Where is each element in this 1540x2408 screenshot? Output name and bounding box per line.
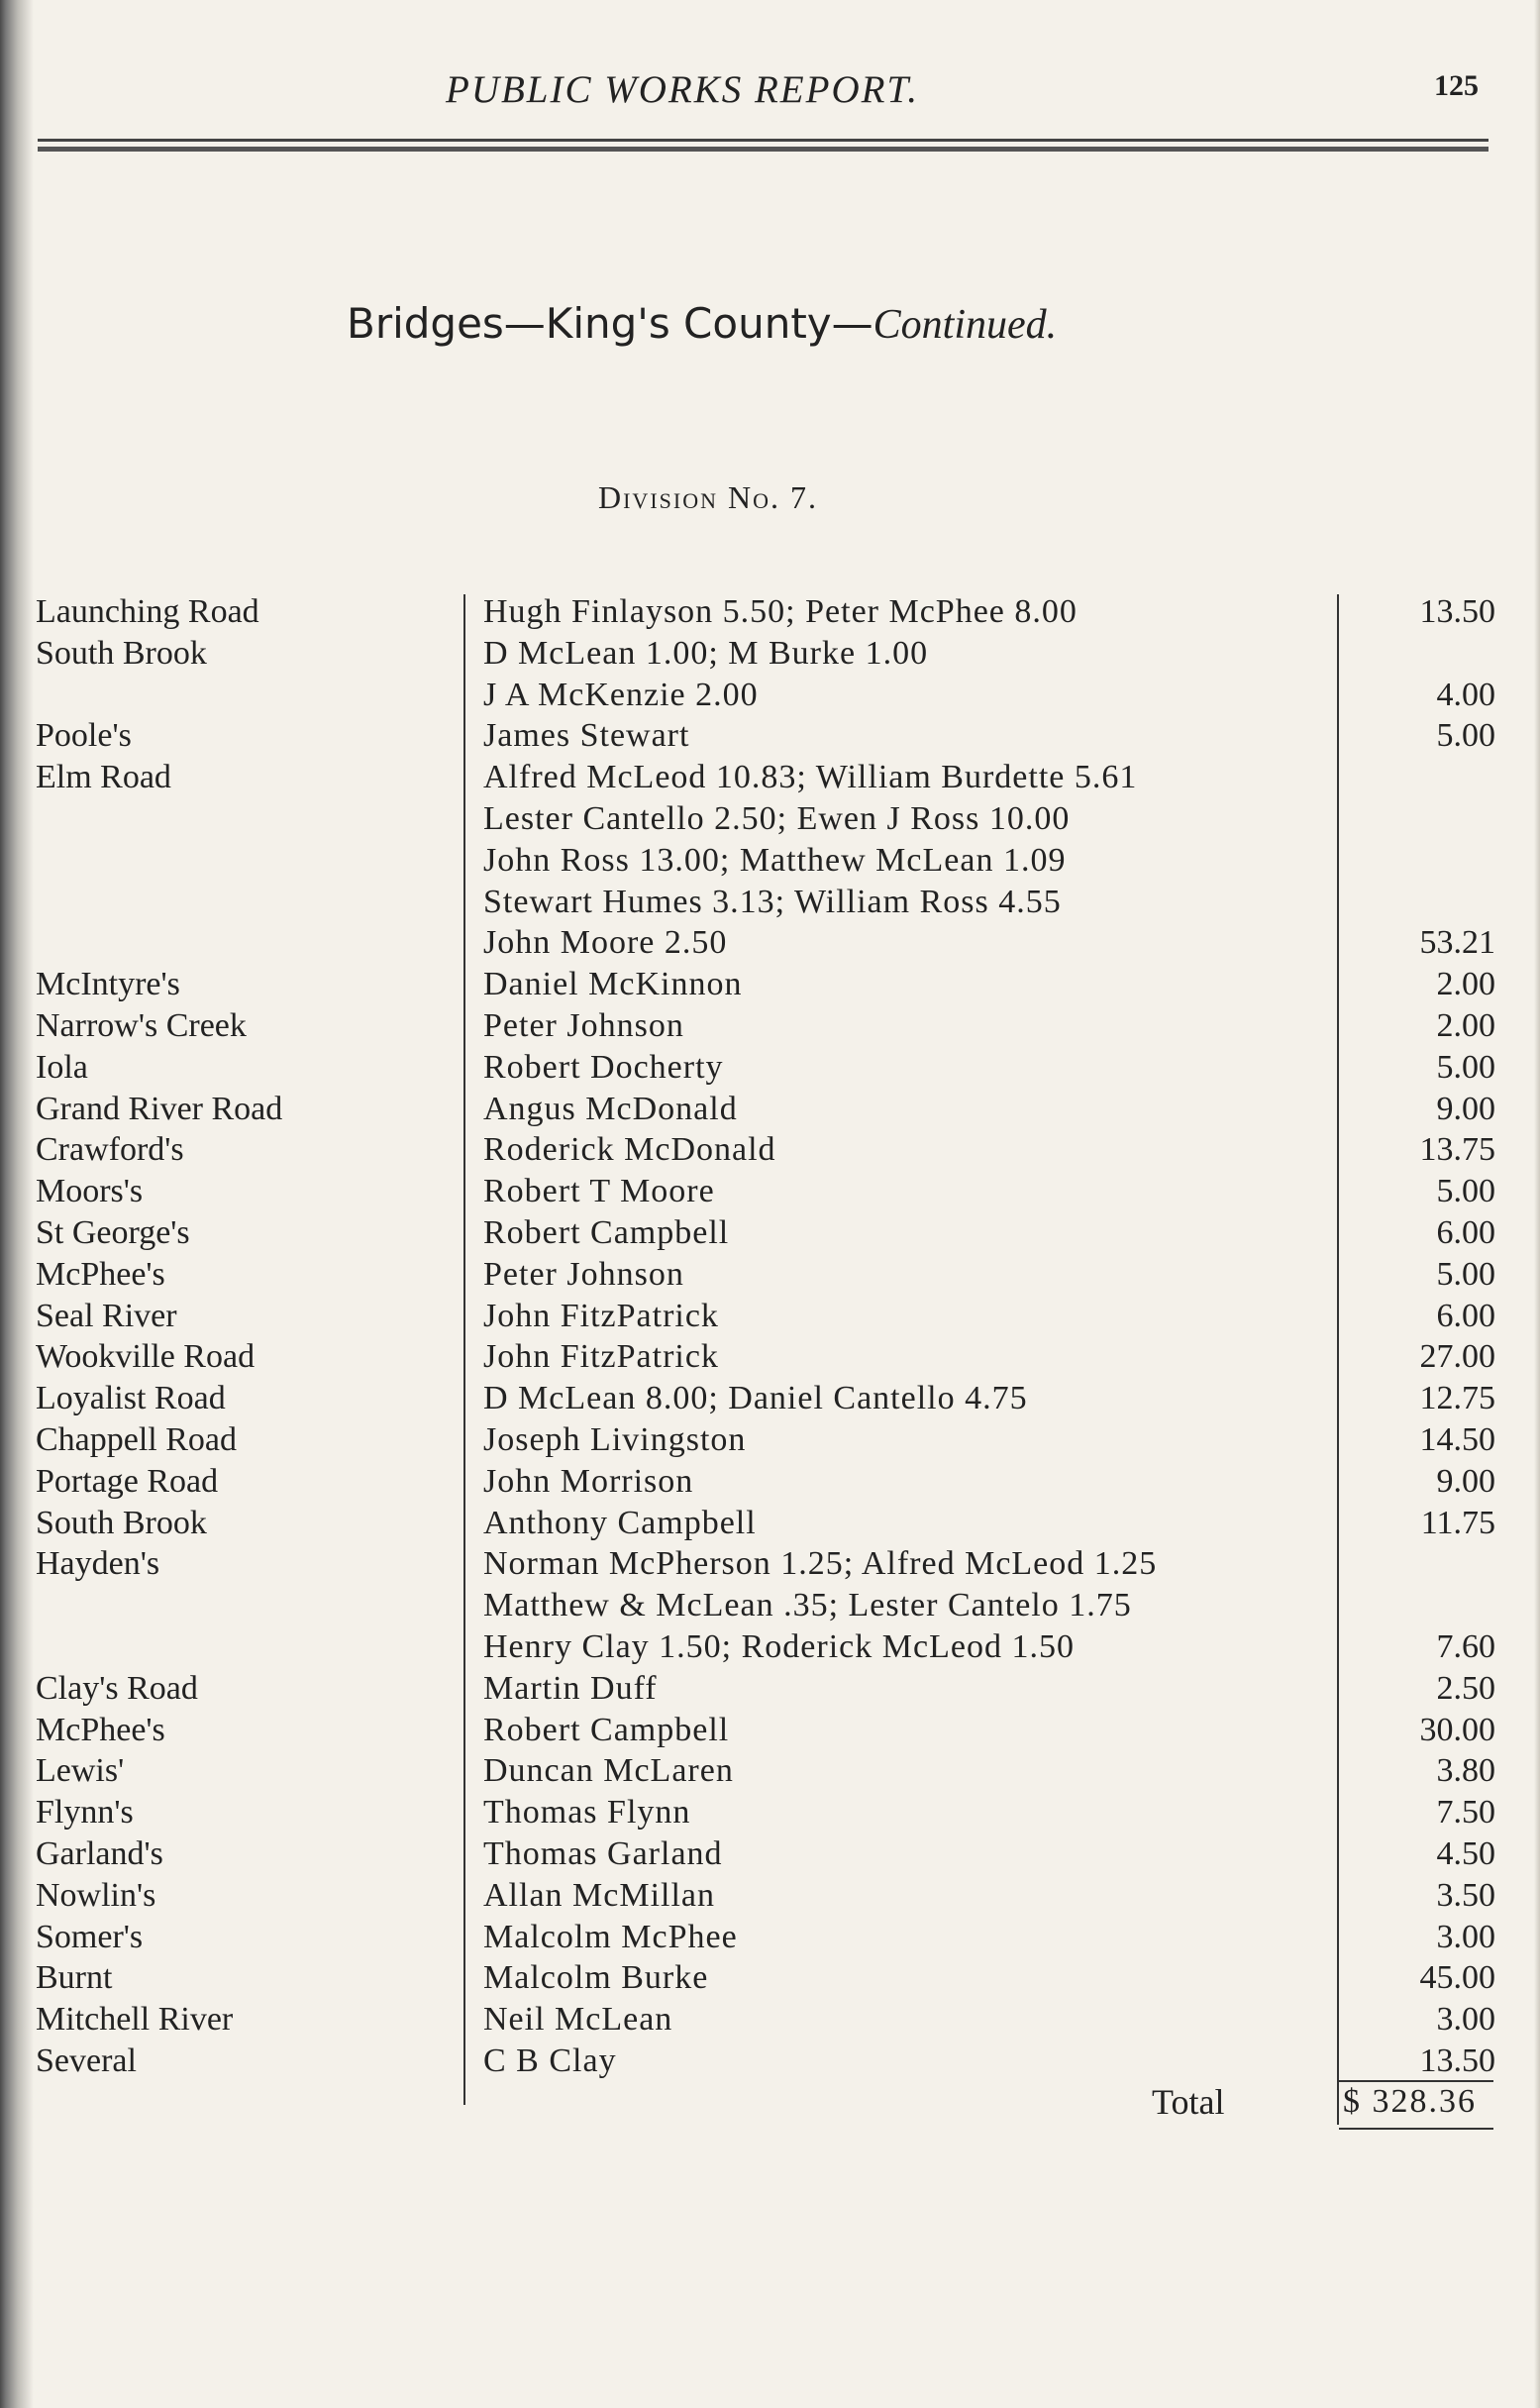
table-row — [0, 1089, 1540, 1130]
row-payees: Thomas Flynn — [483, 1794, 691, 1832]
row-amount: 14.50 — [1419, 1420, 1495, 1458]
row-location: Somer's — [36, 1918, 144, 1955]
row-payees: Malcolm McPhee — [483, 1918, 738, 1955]
row-payees: Joseph Livingston — [483, 1420, 747, 1458]
row-amount: 9.00 — [1436, 1090, 1495, 1127]
row-amount: 3.00 — [1436, 1918, 1495, 1955]
table-row — [0, 1378, 1540, 1419]
row-amount: 30.00 — [1419, 1711, 1495, 1748]
row-amount: 11.75 — [1420, 1504, 1495, 1541]
table-row — [0, 1792, 1540, 1833]
table-row — [0, 882, 1540, 923]
table-row — [0, 1419, 1540, 1461]
table-row — [0, 715, 1540, 757]
row-amount: 2.00 — [1436, 966, 1495, 1003]
table-row — [0, 1543, 1540, 1585]
table-row — [0, 1668, 1540, 1710]
table-row — [0, 633, 1540, 675]
header-rule-thick — [38, 147, 1489, 152]
row-amount: 5.00 — [1436, 1255, 1495, 1293]
row-payees: John Morrison — [483, 1462, 694, 1500]
row-amount: 6.00 — [1436, 1213, 1495, 1251]
total-rule-bottom — [1339, 2128, 1493, 2130]
row-amount: 2.00 — [1436, 1006, 1495, 1044]
table-row — [0, 1503, 1540, 1544]
row-payees: John Moore 2.50 — [483, 924, 728, 962]
row-payees: Robert Campbell — [483, 1711, 730, 1748]
total-label: Total — [1152, 2082, 1225, 2122]
row-payees: Peter Johnson — [483, 1006, 684, 1044]
table-row — [0, 757, 1540, 798]
row-amount: 4.00 — [1436, 676, 1495, 713]
row-payees: Thomas Garland — [483, 1834, 723, 1872]
header-rule-thin — [38, 139, 1489, 142]
row-location: Nowlin's — [36, 1876, 156, 1914]
row-amount: 4.50 — [1436, 1834, 1495, 1872]
table-row — [0, 1999, 1540, 2041]
table-row — [0, 1296, 1540, 1337]
row-location: Poole's — [36, 717, 132, 755]
row-location: Lewis' — [36, 1752, 125, 1790]
page-number: 125 — [1434, 69, 1479, 102]
row-payees: Alfred McLeod 10.83; William Burdette 5.61 — [483, 759, 1138, 796]
row-payees: Henry Clay 1.50; Roderick McLeod 1.50 — [483, 1627, 1075, 1665]
table-row — [0, 1129, 1540, 1171]
row-location: Seal River — [36, 1297, 177, 1334]
row-location: Garland's — [36, 1834, 163, 1872]
row-location: Elm Road — [36, 759, 171, 796]
table-row — [0, 1710, 1540, 1751]
row-payees: Hugh Finlayson 5.50; Peter McPhee 8.00 — [483, 593, 1078, 630]
table-row — [0, 1212, 1540, 1254]
table-row — [0, 1254, 1540, 1296]
row-location: Portage Road — [36, 1462, 219, 1500]
row-payees: James Stewart — [483, 717, 690, 755]
row-location: Iola — [36, 1048, 88, 1086]
row-payees: Anthony Campbell — [483, 1504, 757, 1541]
table-row — [0, 1875, 1540, 1917]
row-amount: 12.75 — [1419, 1380, 1495, 1417]
row-amount: 45.00 — [1419, 1959, 1495, 1997]
row-payees: Neil McLean — [483, 2001, 673, 2039]
table-row — [0, 922, 1540, 964]
row-payees: Martin Duff — [483, 1669, 658, 1707]
row-location: Grand River Road — [36, 1090, 283, 1127]
table-row — [0, 964, 1540, 1005]
table-row — [0, 1005, 1540, 1047]
row-amount: 6.00 — [1436, 1297, 1495, 1334]
row-amount: 13.50 — [1419, 593, 1495, 630]
row-payees: Lester Cantello 2.50; Ewen J Ross 10.00 — [483, 799, 1071, 837]
row-payees: J A McKenzie 2.00 — [483, 676, 759, 713]
row-location: Several — [36, 2042, 137, 2079]
total-amount: $ 328.36 — [1343, 2083, 1477, 2120]
row-location: St George's — [36, 1213, 190, 1251]
row-location: Mitchell River — [36, 2001, 234, 2039]
row-payees: Stewart Humes 3.13; William Ross 4.55 — [483, 883, 1062, 920]
row-payees: Norman McPherson 1.25; Alfred McLeod 1.25 — [483, 1545, 1158, 1583]
row-location: South Brook — [36, 1504, 207, 1541]
table-row — [0, 1957, 1540, 1999]
row-amount: 3.00 — [1436, 2001, 1495, 2039]
row-amount: 27.00 — [1419, 1338, 1495, 1376]
row-payees: Daniel McKinnon — [483, 966, 743, 1003]
row-payees: John FitzPatrick — [483, 1297, 719, 1334]
row-location: Crawford's — [36, 1131, 184, 1169]
row-payees: D McLean 8.00; Daniel Cantello 4.75 — [483, 1380, 1028, 1417]
table-row — [0, 1047, 1540, 1089]
table-row — [0, 591, 1540, 633]
row-amount: 13.50 — [1419, 2042, 1495, 2079]
row-amount: 9.00 — [1436, 1462, 1495, 1500]
row-payees: Angus McDonald — [483, 1090, 738, 1127]
row-payees: Duncan McLaren — [483, 1752, 734, 1790]
row-payees: Robert T Moore — [483, 1173, 715, 1210]
table-row — [0, 1171, 1540, 1212]
row-location: Loyalist Road — [36, 1380, 226, 1417]
table-row — [0, 2041, 1540, 2082]
section-title-continued: Continued. — [873, 302, 1058, 348]
row-payees: Allan McMillan — [483, 1876, 716, 1914]
row-location: McPhee's — [36, 1711, 165, 1748]
row-payees: Malcolm Burke — [483, 1959, 709, 1997]
row-location: McPhee's — [36, 1255, 165, 1293]
row-payees: Robert Campbell — [483, 1213, 730, 1251]
row-amount: 3.50 — [1436, 1876, 1495, 1914]
row-amount: 7.50 — [1436, 1794, 1495, 1832]
section-title — [347, 299, 1057, 349]
table-row — [0, 1917, 1540, 1958]
table-row — [0, 1336, 1540, 1378]
table-row — [0, 675, 1540, 716]
table-row — [0, 1833, 1540, 1875]
table-row — [0, 840, 1540, 882]
row-location: Chappell Road — [36, 1420, 238, 1458]
table-row — [0, 1626, 1540, 1668]
row-amount: 13.75 — [1419, 1131, 1495, 1169]
row-location: Wookville Road — [36, 1338, 256, 1376]
row-payees: Roderick McDonald — [483, 1131, 776, 1169]
row-location: Burnt — [36, 1959, 113, 1997]
table-row — [0, 1585, 1540, 1626]
row-location: Narrow's Creek — [36, 1006, 247, 1044]
bridge-expense-table — [0, 591, 1540, 2082]
row-amount: 7.60 — [1436, 1627, 1495, 1665]
division-heading: Division No. 7. — [598, 479, 818, 515]
row-location: South Brook — [36, 634, 207, 672]
row-amount: 53.21 — [1419, 924, 1495, 962]
row-payees: John Ross 13.00; Matthew McLean 1.09 — [483, 841, 1067, 879]
row-location: Hayden's — [36, 1545, 160, 1583]
row-payees: Matthew & McLean .35; Lester Cantelo 1.75 — [483, 1587, 1132, 1624]
row-amount: 3.80 — [1436, 1752, 1495, 1790]
row-payees: D McLean 1.00; M Burke 1.00 — [483, 634, 929, 672]
row-amount: 2.50 — [1436, 1669, 1495, 1707]
row-location: Moors's — [36, 1173, 144, 1210]
table-row — [0, 1461, 1540, 1503]
row-amount: 5.00 — [1436, 1048, 1495, 1086]
row-amount: 5.00 — [1436, 1173, 1495, 1210]
row-location: Clay's Road — [36, 1669, 198, 1707]
row-amount: 5.00 — [1436, 717, 1495, 755]
row-location: McIntyre's — [36, 966, 180, 1003]
row-location: Launching Road — [36, 593, 259, 630]
row-payees: C B Clay — [483, 2042, 617, 2079]
row-payees: Robert Docherty — [483, 1048, 724, 1086]
table-row — [0, 798, 1540, 840]
row-location: Flynn's — [36, 1794, 134, 1832]
section-title-main: Bridges—King's County— — [347, 299, 873, 348]
running-title: PUBLIC WORKS REPORT. — [446, 68, 919, 111]
row-payees: Peter Johnson — [483, 1255, 684, 1293]
row-payees: John FitzPatrick — [483, 1338, 719, 1376]
table-row — [0, 1750, 1540, 1792]
